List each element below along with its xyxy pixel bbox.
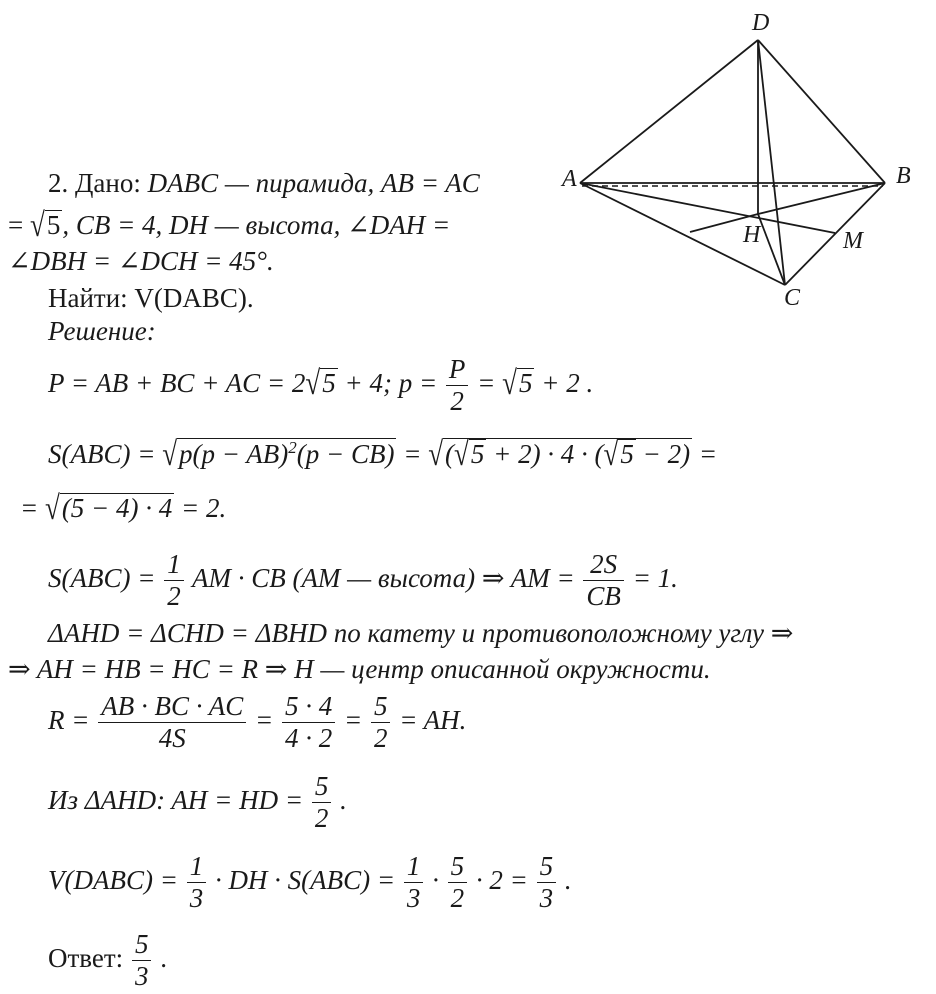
label-m: M <box>843 228 863 254</box>
step-congruence: ΔAHD = ΔCHD = ΔBHD по катету и противоположному углу ⇒ <box>48 618 794 648</box>
edge-da <box>580 40 758 183</box>
pyramid-diagram <box>560 0 936 320</box>
step-area-heron: S(ABC) = √p(p − AB)$^2$(p − CB) = √(√5 + 2) · 4 · (√5 − 2) = <box>48 435 718 473</box>
answer-label: Ответ: <box>48 943 130 974</box>
given-label: Дано: <box>75 168 141 198</box>
edge-db <box>758 40 885 183</box>
label-d: D <box>752 10 770 36</box>
step-circumcenter: ⇒ AH = HB = HC = R ⇒ H — центр описанной окружности. <box>8 654 711 684</box>
fraction-p-2: $\frac{P}{2}$ <box>446 355 469 417</box>
given-sqrt: 5 <box>46 210 61 240</box>
edge-bc <box>785 183 885 285</box>
step-height-am: S(ABC) = $\frac{1}{2}$ AM · CB (AM — высота) ⇒ AM = $\frac{2S}{CB}$ = 1. <box>48 549 678 611</box>
step-perimeter: P = AB + BC + AC = 2√5 + 4; p = $\frac{P}{2}$ = √5 + 2 . <box>48 354 594 416</box>
find-line: Найти: V(DABC). <box>48 283 254 313</box>
given-eq: = <box>8 210 30 240</box>
problem-line-3: ∠DBH = ∠DCH = 45°. <box>8 246 274 276</box>
step-hd: Из ΔAHD: AH = HD = $\frac{5}{2}$ . <box>48 771 347 833</box>
answer-fraction: $\frac{5}{3}$ <box>132 930 152 992</box>
segment-hb <box>758 183 885 214</box>
step-area-result: = √(5 − 4) · 4 = 2. <box>20 489 227 527</box>
problem-line-2 <box>8 206 451 244</box>
label-b: B <box>896 163 911 189</box>
given-text-2: , CB = 4, DH — высота, ∠DAH = <box>62 210 451 240</box>
problem-line-1 <box>48 170 480 197</box>
label-c: C <box>784 285 801 311</box>
problem-number: 2. <box>48 168 69 198</box>
label-a: A <box>562 166 577 192</box>
sqrt-symbol: √ <box>29 206 45 244</box>
step-volume: V(DABC) = $\frac{1}{3}$ · DH · S(ABC) = $\frac{1}{3}$ · $\frac{5}{2}$ · 2 = $\frac{5}{3}$ . <box>48 851 572 913</box>
solution-heading: Решение: <box>48 316 156 346</box>
answer-line: Ответ: $\frac{5}{3}$ . <box>48 929 167 991</box>
label-h: H <box>743 222 761 248</box>
median-am <box>580 183 835 233</box>
step-radius: R = $\frac{AB \cdot BC \cdot AC}{4S}$ = $\frac{5 \cdot 4}{4 \cdot 2}$ = $\frac{5}{2}$ = AH. <box>48 691 467 753</box>
given-text-1: DABC — пирамида, AB = AC <box>147 168 480 198</box>
